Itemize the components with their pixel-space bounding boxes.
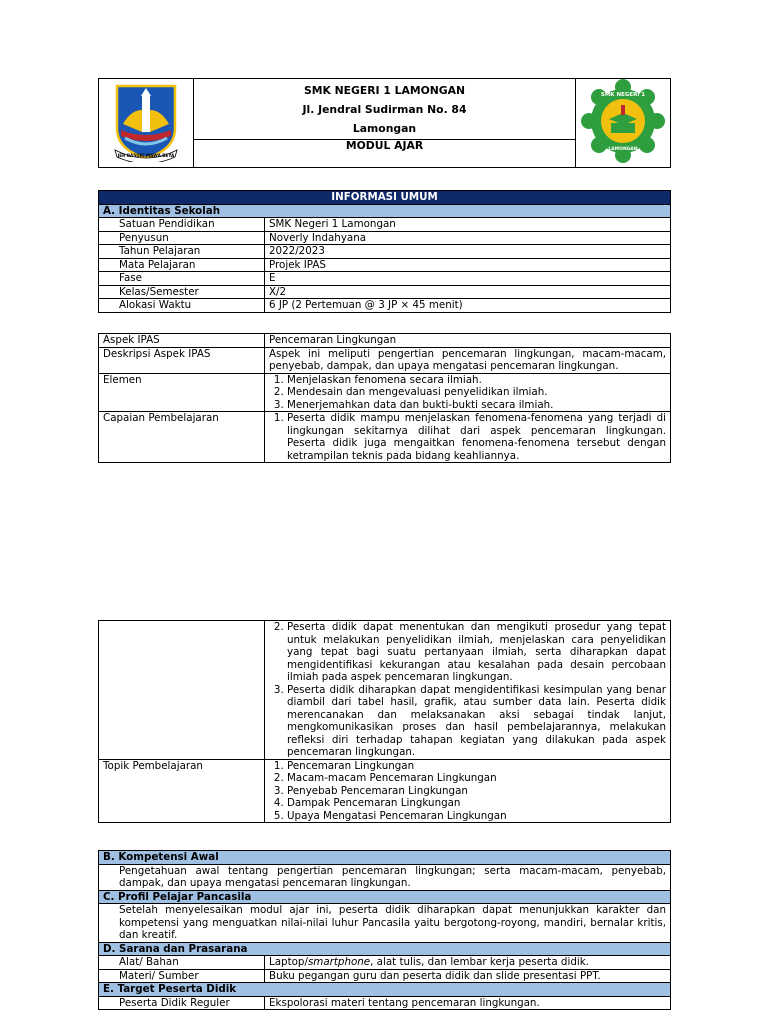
topik-label: Topik Pembelajaran — [99, 759, 265, 823]
kompetensi-table — [98, 850, 671, 1010]
row-label: Alokasi Waktu — [99, 299, 265, 313]
left-logo-cell — [99, 79, 194, 168]
smk-logo-icon — [581, 79, 665, 163]
table-row — [99, 904, 671, 943]
table-row — [99, 334, 671, 348]
right-logo-cell — [576, 79, 671, 168]
left-logo-caption: JER BASUKI MAWA BEYA — [117, 153, 175, 158]
empty-label-cell — [99, 621, 265, 760]
aspek-ipas-table — [98, 333, 671, 463]
section-e-heading: E. Target Peserta Didik — [99, 983, 671, 997]
row-label: Penyusun — [99, 231, 265, 245]
school-info-cell — [194, 79, 576, 140]
list-item: 1. Peserta didik mampu menjelaskan fenomena-fenomena yang terjadi di lingkungan sekitarnya dilihat dari aspek pencemaran lingkungan. Peserta didik juga mengaitkan fenomena-fenomena tersebut dengan ketrampilan teknis pada bidang keahliannya. — [287, 412, 666, 462]
row-value: X/2 — [265, 285, 671, 299]
section-b-heading: B. Kompetensi Awal — [99, 851, 671, 865]
table-row — [99, 299, 671, 313]
section-a-heading: A. Identitas Sekolah — [99, 204, 671, 218]
list-item: 3. Peserta didik diharapkan dapat mengidentifikasi kesimpulan yang benar diambil dari tabel hasil, grafik, atau sumber data lain. Peserta didik merencanakan dan melaksanakan aksi sebagai tindak lanjut, mengkomunikasikan proses dan hasil pembelajarannya, melakukan refleksi diri terhadap tahapan kegiatan yang dilakukan pada aspek pencemaran lingkungan. — [287, 684, 666, 759]
capaian-lanjutan-table — [98, 620, 671, 823]
table-row — [99, 621, 671, 760]
profil-pancasila-text: Setelah menyelesaikan modul ajar ini, peserta didik diharapkan dapat menunjukkan karakter dan kompetensi yang menguatkan nilai-nilai luhur Pancasila yaitu bergotong-royong, mandiri, bernalar kritis, dan kreatif. — [99, 904, 671, 943]
table-row — [99, 258, 671, 272]
alat-value — [265, 956, 671, 970]
capaian-label: Capaian Pembelajaran — [99, 412, 265, 463]
aspek-label: Aspek IPAS — [99, 334, 265, 348]
capaian-list — [269, 412, 666, 462]
informasi-umum-title: INFORMASI UMUM — [99, 191, 671, 205]
list-item: 2. Mendesain dan mengevaluasi penyelidikan ilmiah. — [287, 386, 666, 399]
reguler-value: Ekspolorasi materi tentang pencemaran lingkungan. — [265, 996, 671, 1010]
list-item: 5. Upaya Mengatasi Pencemaran Lingkungan — [287, 810, 666, 823]
row-value: 2022/2023 — [265, 245, 671, 259]
table-row — [99, 373, 671, 412]
table-row — [99, 412, 671, 463]
section-c-heading: C. Profil Pelajar Pancasila — [99, 890, 671, 904]
elemen-list — [269, 374, 666, 412]
elemen-list-cell — [265, 373, 671, 412]
alat-label: Alat/ Bahan — [99, 956, 265, 970]
doc-type-cell — [194, 140, 576, 167]
row-label: Mata Pelajaran — [99, 258, 265, 272]
alat-value-italic: smartphone — [307, 956, 371, 968]
east-java-emblem-icon — [111, 80, 181, 162]
row-value: Projek IPAS — [265, 258, 671, 272]
deskripsi-label: Deskripsi Aspek IPAS — [99, 347, 265, 373]
document-header — [98, 78, 671, 168]
table-row — [99, 996, 671, 1010]
topik-list — [269, 760, 666, 823]
table-row — [99, 245, 671, 259]
doc-type: MODUL AJAR — [345, 139, 424, 153]
alat-value-pre: Laptop/ — [269, 956, 308, 968]
row-label: Kelas/Semester — [99, 285, 265, 299]
table-row — [99, 969, 671, 983]
table-row — [99, 285, 671, 299]
table-row — [99, 956, 671, 970]
topik-list-cell — [265, 759, 671, 823]
list-item: 1. Menjelaskan fenomena secara ilmiah. — [287, 374, 666, 387]
row-label: Satuan Pendidikan — [99, 218, 265, 232]
list-item: 2. Macam-macam Pencemaran Lingkungan — [287, 772, 666, 785]
list-item: 4. Dampak Pencemaran Lingkungan — [287, 797, 666, 810]
capaian-list-continued — [269, 621, 666, 759]
aspek-value: Pencemaran Lingkungan — [265, 334, 671, 348]
deskripsi-value: Aspek ini meliputi pengertian pencemaran lingkungan, macam-macam, penyebab, dampak, dan upaya mengatasi pencemaran lingkungan. — [265, 347, 671, 373]
school-address: Jl. Jendral Sudirman No. 84 — [302, 102, 467, 116]
school-name: SMK NEGERI 1 LAMONGAN — [303, 83, 466, 97]
list-item: 2. Peserta didik dapat menentukan dan mengikuti prosedur yang tepat untuk melakukan penyelidikan ilmiah, menjelaskan cara penyelidikan yang tepat bagi suatu pertanyaan ilmiah, serta diharapkan dapat mengidentifikasi kekurangan atau kesalahan pada desain percobaan ilmiah pada aspek pencemaran lingkungan. — [287, 621, 666, 684]
right-logo-top-text: SMK NEGERI 1 — [600, 92, 646, 98]
table-row — [99, 272, 671, 286]
table-row — [99, 218, 671, 232]
identitas-sekolah-table — [98, 190, 671, 313]
school-city: Lamongan — [352, 121, 417, 135]
list-item: 3. Menerjemahkan data dan bukti-bukti secara ilmiah. — [287, 399, 666, 412]
table-row — [99, 347, 671, 373]
kompetensi-awal-text: Pengetahuan awal tentang pengertian pencemaran lingkungan; serta macam-macam, penyebab, dampak, dan upaya mengatasi pencemaran lingkungan. — [99, 864, 671, 890]
table-row — [99, 231, 671, 245]
row-value: E — [265, 272, 671, 286]
row-label: Tahun Pelajaran — [99, 245, 265, 259]
row-value: Noverly Indahyana — [265, 231, 671, 245]
list-item: 1. Pencemaran Lingkungan — [287, 760, 666, 773]
capaian-continued-cell — [265, 621, 671, 760]
table-row — [99, 759, 671, 823]
row-value: SMK Negeri 1 Lamongan — [265, 218, 671, 232]
row-label: Fase — [99, 272, 265, 286]
reguler-label: Peserta Didik Reguler — [99, 996, 265, 1010]
materi-label: Materi/ Sumber — [99, 969, 265, 983]
row-value: 6 JP (2 Pertemuan @ 3 JP × 45 menit) — [265, 299, 671, 313]
capaian-list-cell — [265, 412, 671, 463]
alat-value-post: , alat tulis, dan lembar kerja peserta didik. — [370, 956, 589, 968]
list-item: 3. Penyebab Pencemaran Lingkungan — [287, 785, 666, 798]
section-d-heading: D. Sarana dan Prasarana — [99, 942, 671, 956]
right-logo-bottom-text: LAMONGAN — [608, 147, 638, 152]
materi-value: Buku pegangan guru dan peserta didik dan slide presentasi PPT. — [265, 969, 671, 983]
elemen-label: Elemen — [99, 373, 265, 412]
table-row — [99, 864, 671, 890]
